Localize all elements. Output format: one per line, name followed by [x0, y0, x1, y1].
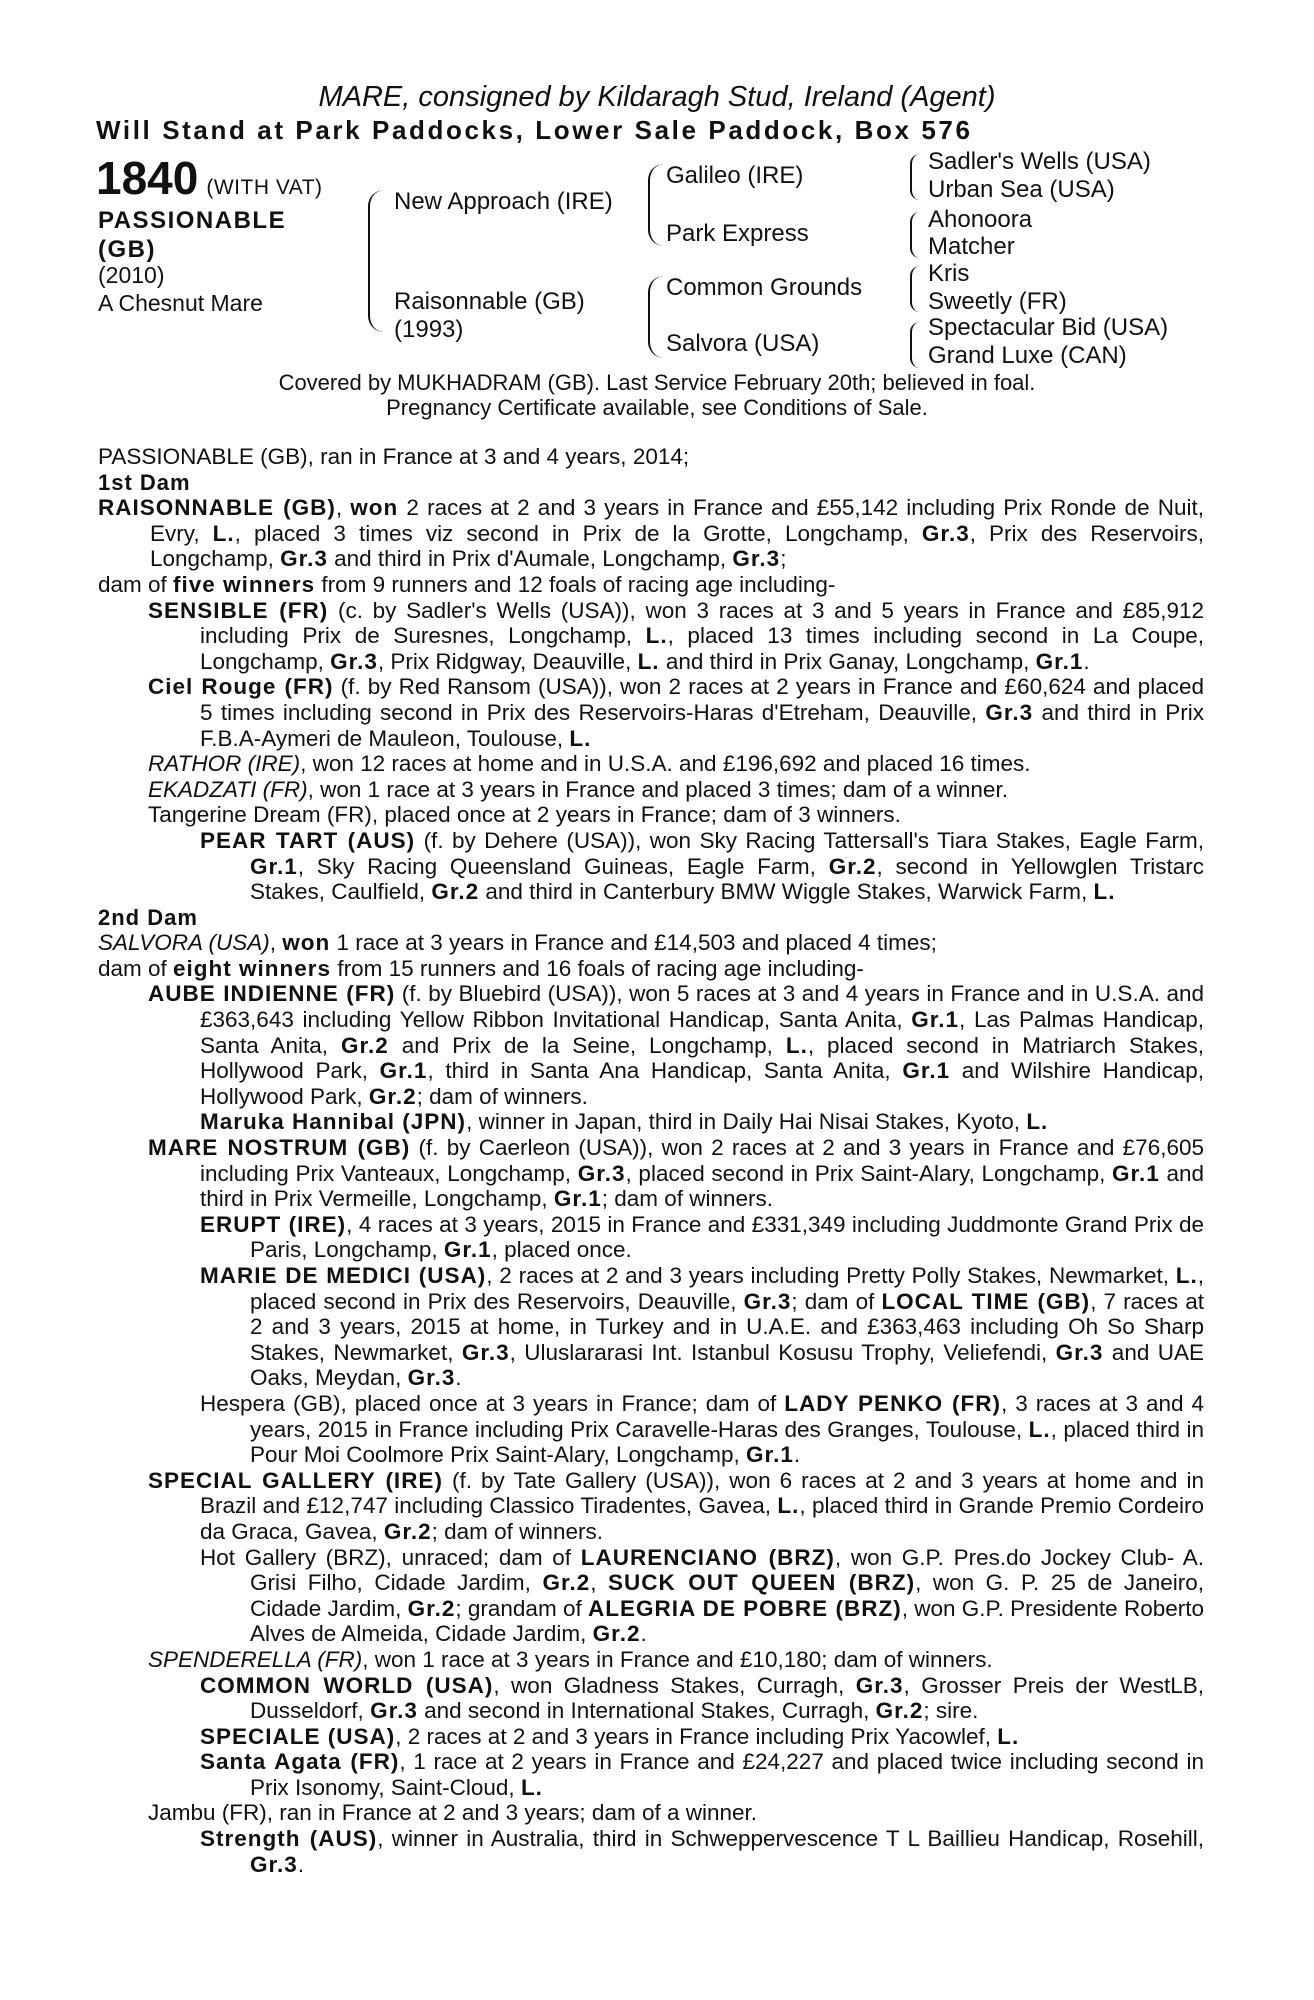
- note-paragraph: [98, 905, 1204, 931]
- text-run: ; sire.: [923, 1698, 979, 1724]
- text-run: 1st Dam: [98, 469, 191, 495]
- bold-text: SENSIBLE (FR): [148, 597, 329, 623]
- text-run: , Uluslararasi Int. Istanbul Kosusu Trophy, Veliefendi,: [509, 1339, 1056, 1365]
- text-run: .: [1083, 648, 1090, 674]
- text-run: , won 12 races at home and in U.S.A. and £196,692 and placed 16 times.: [300, 751, 1031, 777]
- text-run: ,: [590, 1570, 608, 1596]
- bold-text: Gr.1: [443, 1237, 492, 1263]
- bold-text: MARE NOSTRUM (GB): [148, 1135, 411, 1161]
- bold-text: SPECIAL GALLERY (IRE): [148, 1467, 443, 1493]
- text-run: , won 1 race at 3 years in France and placed 3 times; dam of a winner.: [307, 776, 1008, 802]
- bold-text: Gr.2: [368, 1083, 417, 1109]
- text-run: .: [455, 1365, 462, 1391]
- text-run: , Prix Ridgway, Deauville,: [377, 648, 638, 674]
- pedigree-brace-sire: [648, 164, 664, 246]
- note-paragraph: [98, 1545, 1204, 1647]
- bold-text: Gr.1: [1035, 648, 1084, 674]
- text-run: ; dam of winners.: [416, 1083, 588, 1109]
- pedigree-notes: [98, 444, 1204, 1877]
- text-run: , winner in Australia, third in Schweppervescence T L Baillieu Handicap, Rosehill,: [377, 1826, 1204, 1852]
- pedigree-ssd: Urban Sea (USA): [928, 176, 1115, 203]
- bold-text: L.: [1093, 879, 1116, 905]
- pedigree-dss: Kris: [928, 260, 970, 287]
- bold-text: Gr.3: [250, 1851, 298, 1877]
- bold-text: AUBE INDIENNE (FR): [148, 981, 396, 1007]
- bold-text: Gr.3: [330, 648, 378, 674]
- pedigree-sss: Sadler's Wells (USA): [928, 148, 1151, 175]
- note-paragraph: [98, 1800, 1204, 1826]
- text-run: , third in Santa Ana Handicap, Santa Anita,: [427, 1058, 903, 1084]
- text-run: , 2 races at 2 and 3 years in France including Prix Yacowlef,: [395, 1723, 998, 1749]
- bold-text: Gr.3: [1055, 1339, 1104, 1365]
- bold-text: L.: [569, 725, 592, 751]
- note-paragraph: [98, 598, 1204, 675]
- bold-text: L.: [1026, 1109, 1049, 1135]
- bold-text: ALEGRIA DE POBRE (BRZ): [587, 1595, 902, 1621]
- text-run: Hot Gallery (BRZ), unraced; dam of: [200, 1544, 581, 1570]
- bold-text: Gr.3: [921, 520, 970, 546]
- note-paragraph: [98, 751, 1204, 777]
- text-run: , 4 races at 3 years, 2015 in France and £331,349 including Juddmonte Grand Prix de Paris, Longchamp,: [250, 1211, 1204, 1263]
- bold-text: Maruka Hannibal (JPN): [200, 1109, 467, 1135]
- text-run: , placed second in Prix des Reservoirs, Deauville,: [250, 1263, 1204, 1314]
- text-run: , Sky Racing Queensland Guineas, Eagle Farm,: [297, 853, 829, 879]
- bold-text: Gr.2: [828, 853, 877, 879]
- text-run: (c. by Sadler's Wells (USA)), won 3 races at 3 and 5 years in France and £85,912 including Prix de Suresnes, Longchamp,: [200, 597, 1204, 649]
- bold-text: LAURENCIANO (BRZ): [580, 1544, 835, 1570]
- bold-text: Gr.1: [902, 1058, 951, 1084]
- bold-text: Gr.1: [746, 1442, 794, 1468]
- bold-text: ERUPT (IRE): [200, 1211, 347, 1237]
- text-run: , placed once.: [491, 1237, 632, 1263]
- text-run: , placed second in Prix Saint-Alary, Longchamp,: [625, 1160, 1113, 1186]
- bold-text: Gr.2: [875, 1698, 924, 1724]
- vat-label: (WITH VAT): [206, 176, 323, 199]
- note-paragraph: [98, 1263, 1204, 1391]
- bold-text: Gr.1: [1112, 1160, 1160, 1186]
- note-paragraph: [98, 495, 1204, 572]
- text-run: and Prix de la Seine, Longchamp,: [388, 1032, 786, 1058]
- bold-text: won: [282, 930, 331, 956]
- text-run: Tangerine Dream (FR), placed once at 2 years in France; dam of 3 winners.: [148, 802, 901, 828]
- bold-text: Gr.3: [855, 1672, 904, 1698]
- note-paragraph: [98, 1749, 1204, 1800]
- text-run: , placed third in Pour Moi Coolmore Prix Saint-Alary, Longchamp,: [250, 1416, 1204, 1468]
- text-run: ; dam of winners.: [431, 1518, 603, 1544]
- bold-text: LOCAL TIME (GB): [881, 1288, 1091, 1314]
- note-paragraph: [98, 828, 1204, 905]
- text-run: , 1 race at 2 years in France and £24,227 and placed twice including second in Prix Isonomy, Saint-Cloud,: [250, 1749, 1204, 1800]
- text-run: , placed 13 times including second in La Coupe, Longchamp,: [200, 623, 1204, 674]
- text-run: .: [793, 1442, 801, 1468]
- bold-text: Gr.2: [592, 1621, 641, 1647]
- bold-text: Gr.3: [280, 546, 328, 572]
- text-run: dam of: [98, 955, 174, 981]
- text-run: and third in Prix d'Aumale, Longchamp,: [327, 546, 733, 572]
- text-run: from 9 runners and 12 foals of racing age including-: [315, 571, 836, 597]
- note-paragraph: [98, 1109, 1204, 1135]
- text-run: and UAE Oaks, Meydan,: [250, 1339, 1204, 1391]
- note-paragraph: [98, 1468, 1204, 1545]
- text-run: and third in Prix Ganay, Longchamp,: [659, 648, 1036, 674]
- bold-text: Gr.3: [743, 1288, 792, 1314]
- pedigree-ddd: Grand Luxe (CAN): [928, 342, 1127, 369]
- bold-text: L.: [645, 623, 668, 649]
- text-run: ; grandam of: [455, 1595, 588, 1621]
- text-run: (f. by Dehere (USA)), won Sky Racing Tattersall's Tiara Stakes, Eagle Farm,: [415, 827, 1204, 853]
- bold-text: Gr.3: [985, 699, 1034, 725]
- bold-text: LADY PENKO (FR): [784, 1390, 1002, 1416]
- note-paragraph: [98, 802, 1204, 828]
- pedigree-sire-dam: Park Express: [666, 220, 809, 247]
- text-run: PASSIONABLE (GB), ran in France at 3 and 4 years, 2014;: [98, 444, 690, 469]
- bold-text: Gr.3: [407, 1365, 456, 1391]
- bold-text: Gr.3: [370, 1698, 418, 1724]
- note-paragraph: [98, 444, 1204, 470]
- text-run: , won 1 race at 3 years in France and £10,180; dam of winners.: [362, 1646, 993, 1672]
- pedigree-dam: Raisonnable (GB): [394, 288, 585, 315]
- pedigree-dam-year: (1993): [394, 316, 464, 343]
- bold-text: Ciel Rouge (FR): [148, 674, 334, 700]
- text-run: Jambu (FR), ran in France at 2 and 3 years; dam of a winner.: [148, 1800, 758, 1826]
- note-paragraph: [98, 674, 1204, 751]
- note-paragraph: [98, 1673, 1204, 1724]
- horse-description: A Chesnut Mare: [98, 290, 263, 316]
- note-paragraph: [98, 1212, 1204, 1263]
- pedigree-sire: New Approach (IRE): [394, 188, 613, 215]
- bold-text: Gr.2: [542, 1570, 591, 1596]
- bold-text: L.: [1175, 1263, 1198, 1288]
- text-run: and third in Canterbury BMW Wiggle Stakes, Warwick Farm,: [479, 879, 1094, 905]
- note-paragraph: [98, 1724, 1204, 1750]
- text-run: ;: [780, 546, 787, 572]
- lot-number: [96, 152, 323, 214]
- bold-text: Gr.2: [340, 1032, 389, 1058]
- bold-text: won: [350, 495, 399, 521]
- bold-text: L.: [785, 1032, 808, 1058]
- text-run: , placed 3 times viz second in Prix de la Grotte, Longchamp,: [234, 520, 922, 546]
- note-paragraph: [98, 470, 1204, 496]
- consignment-line: MARE, consigned by Kildaragh Stud, Ireland (Agent): [318, 81, 996, 113]
- text-run: Hespera (GB), placed once at 3 years in France; dam of: [200, 1390, 785, 1416]
- text-run: , won Gladness Stakes, Curragh,: [493, 1672, 856, 1698]
- bold-text: L.: [637, 648, 660, 674]
- pedigree-dam-dam: Salvora (USA): [666, 330, 820, 357]
- text-run: , 3 races at 3 and 4 years, 2015 in France including Prix Caravelle-Haras des Granges, Toulouse,: [250, 1390, 1204, 1442]
- text-run: 1 race at 3 years in France and £14,503 and placed 4 times;: [330, 930, 937, 956]
- text-run: ,: [335, 495, 351, 521]
- text-run: , won G.P. Pres.do Jockey Club- A. Grisi Filho, Cidade Jardim,: [250, 1544, 1205, 1596]
- pedigree-dds: Spectacular Bid (USA): [928, 314, 1169, 341]
- text-run: 2nd Dam: [98, 904, 198, 930]
- text-run: , placed third in Grande Premio Cordeiro da Graca, Gavea,: [200, 1493, 1204, 1544]
- bold-text: Gr.3: [732, 546, 781, 572]
- italic-text: EKADZATI (FR): [148, 776, 308, 802]
- italic-text: SALVORA (USA): [98, 930, 270, 956]
- text-run: (f. by Red Ransom (USA)), won 2 races at 2 years in France and £60,624 and placed 5 times including second in Prix des Reservoirs-Haras d'Etreham, Deauville,: [200, 674, 1204, 725]
- text-run: .: [640, 1621, 647, 1647]
- note-paragraph: [98, 930, 1204, 956]
- stand-location: Will Stand at Park Paddocks, Lower Sale Paddock, Box 576: [96, 115, 973, 145]
- bold-text: Gr.1: [911, 1007, 960, 1033]
- bold-text: L.: [777, 1493, 800, 1519]
- text-run: from 15 runners and 16 foals of racing age including-: [331, 955, 864, 981]
- italic-text: RATHOR (IRE): [148, 751, 301, 777]
- text-run: dam of: [98, 571, 174, 597]
- text-run: ; dam of: [791, 1288, 882, 1314]
- covered-note: [0, 370, 1314, 420]
- bold-text: Gr.2: [407, 1595, 456, 1621]
- text-run: , Las Palmas Handicap, Santa Anita,: [200, 1007, 1204, 1058]
- bold-text: Gr.1: [379, 1058, 428, 1084]
- bold-text: SPECIALE (USA): [200, 1723, 396, 1749]
- note-paragraph: [98, 956, 1204, 982]
- note-paragraph: [98, 572, 1204, 598]
- bold-text: L.: [212, 520, 235, 546]
- note-paragraph: [98, 1826, 1204, 1877]
- text-run: (f. by Caerleon (USA)), won 2 races at 2 and 3 years in France and £76,605 including Prix Vanteaux, Longchamp,: [200, 1135, 1204, 1186]
- text-run: ,: [269, 930, 283, 956]
- pedigree-brace-ds: [910, 266, 922, 312]
- text-run: , 7 races at 2 and 3 years, 2015 at home, in Turkey and in U.A.E. and £363,463 including Oh So Sharp Stakes, Newmarket,: [250, 1288, 1204, 1365]
- bold-text: five winners: [173, 571, 316, 597]
- bold-text: PEAR TART (AUS): [200, 827, 416, 853]
- pedigree-brace-sd: [910, 212, 922, 258]
- text-run: (f. by Bluebird (USA)), won 5 races at 3 and 4 years in France and in U.S.A. and £363,643 including Yellow Ribbon Invitational Handicap, Santa Anita,: [200, 981, 1204, 1033]
- text-run: , second in Yellowglen Tristarc Stakes, Caulfield,: [250, 853, 1205, 905]
- bold-text: COMMON WORLD (USA): [200, 1672, 494, 1698]
- text-run: (f. by Tate Gallery (USA)), won 6 races at 2 and 3 years at home and in Brazil and £12,747 including Classico Tiradentes, Gavea,: [200, 1467, 1204, 1519]
- bold-text: RAISONNABLE (GB): [98, 495, 336, 521]
- pedigree-brace-main: [368, 190, 386, 332]
- covered-line-1: Covered by MUKHADRAM (GB). Last Service February 20th; believed in foal.: [278, 370, 1036, 395]
- text-run: and second in International Stakes, Curragh,: [417, 1698, 876, 1724]
- text-run: and Wilshire Handicap, Hollywood Park,: [200, 1058, 1204, 1109]
- pedigree-sds: Ahonoora: [928, 206, 1033, 233]
- horse-name: PASSIONABLE (GB): [98, 207, 287, 263]
- text-run: and third in Prix F.B.A-Aymeri de Mauleon, Toulouse,: [200, 699, 1204, 751]
- text-run: , placed second in Matriarch Stakes, Hollywood Park,: [200, 1032, 1204, 1084]
- text-run: , won G. P. 25 de Janeiro, Cidade Jardim,: [250, 1570, 1204, 1621]
- text-run: , Prix des Reservoirs, Longchamp,: [150, 520, 1204, 572]
- pedigree-dam-sire: Common Grounds: [666, 274, 863, 301]
- text-run: .: [297, 1851, 305, 1877]
- bold-text: L.: [1028, 1416, 1051, 1442]
- pedigree-sire-sire: Galileo (IRE): [666, 162, 804, 189]
- covered-line-2: Pregnancy Certificate available, see Conditions of Sale.: [386, 395, 928, 420]
- pedigree-brace-ss: [910, 154, 922, 200]
- note-paragraph: [98, 981, 1204, 1109]
- bold-text: Gr.2: [383, 1518, 432, 1544]
- pedigree-brace-dd: [910, 322, 922, 368]
- pedigree-sdd: Matcher: [928, 233, 1015, 260]
- text-run: , won G.P. Presidente Roberto Alves de Almeida, Cidade Jardim,: [250, 1595, 1204, 1647]
- bold-text: SUCK OUT QUEEN (BRZ): [608, 1570, 916, 1596]
- bold-text: MARIE DE MEDICI (USA): [200, 1263, 487, 1288]
- bold-text: L.: [997, 1723, 1020, 1749]
- bold-text: Strength (AUS): [200, 1826, 378, 1852]
- text-run: , Grosser Preis der WestLB, Dusseldorf,: [250, 1672, 1204, 1724]
- italic-text: SPENDERELLA (FR): [148, 1646, 363, 1672]
- text-run: and third in Prix Vermeille, Longchamp,: [200, 1160, 1205, 1212]
- pedigree-brace-dam: [648, 276, 664, 358]
- note-paragraph: [98, 1391, 1204, 1468]
- bold-text: Santa Agata (FR): [200, 1749, 400, 1775]
- note-paragraph: [98, 1647, 1204, 1673]
- note-paragraph: [98, 777, 1204, 803]
- lot-number-value: 1840: [96, 152, 199, 204]
- bold-text: Gr.3: [577, 1160, 626, 1186]
- bold-text: Gr.1: [250, 853, 298, 879]
- text-run: 2 races at 2 and 3 years in France and £55,142 including Prix Ronde de Nuit, Evry,: [150, 495, 1204, 546]
- horse-year: (2010): [98, 262, 165, 288]
- text-run: , winner in Japan, third in Daily Hai Nisai Stakes, Kyoto,: [466, 1109, 1027, 1135]
- note-paragraph: [98, 1135, 1204, 1212]
- text-run: ; dam of winners.: [601, 1186, 774, 1212]
- text-run: , 2 races at 2 and 3 years including Pretty Polly Stakes, Newmarket,: [486, 1263, 1176, 1288]
- bold-text: Gr.3: [461, 1339, 510, 1365]
- bold-text: eight winners: [173, 955, 332, 981]
- bold-text: L.: [520, 1774, 543, 1800]
- pedigree-dsd: Sweetly (FR): [928, 288, 1067, 315]
- bold-text: Gr.2: [431, 879, 480, 905]
- bold-text: Gr.1: [553, 1186, 602, 1212]
